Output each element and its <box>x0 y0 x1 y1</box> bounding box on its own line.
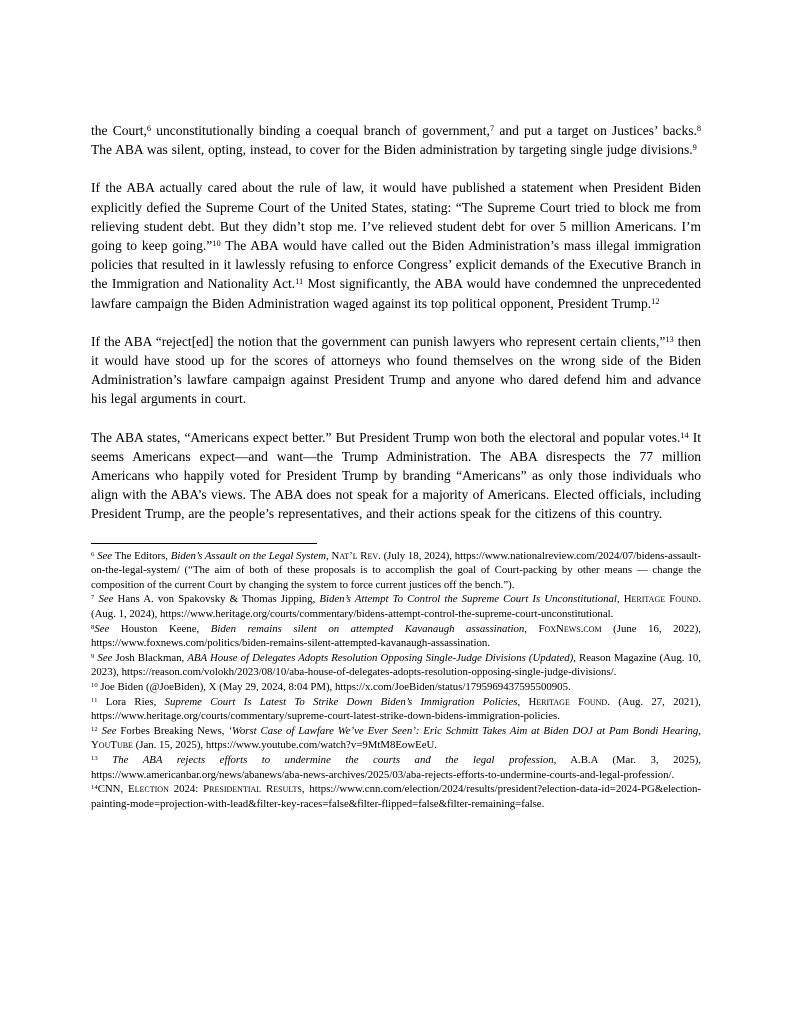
footnote-13: $^{13}$ The ABA rejects efforts to undermine the courts and the legal profession, A.B.A (Mar. 3, 2025), https://www.americanbar.org/news/abanews/aba-news-archives/2025/03/aba-rejects-efforts-to-undermine-courts-and-legal-profession/. <box>91 753 702 781</box>
footnote-separator <box>91 543 317 544</box>
footnote-12: $^{12}$ See Forbes Breaking News, ‘Worst Case of Lawfare We’ve Ever Seen’: Eric Schmitt Takes Aim at Biden DOJ at Pam Bondi Hearing, YouTube (Jan. 15, 2025), https://www.youtube.com/watch?v=9MtM8EowEeU. <box>91 724 701 752</box>
paragraph-punish-lawyers: If the ABA “reject[ed] the notion that the government can punish lawyers who represent certain clients,”$^{13}$ then it would have stood up for the scores of attorneys who found themselves on the wrong side of the Biden Administration’s lawfare campaign against President Trump and anyone who dared defend him and advance his legal arguments in court. <box>91 333 701 407</box>
footnote-11: $^{11}$ Lora Ries, Supreme Court Is Latest To Strike Down Biden’s Immigration Policies, Heritage Found. (Aug. 27, 2021), https://www.heritage.org/courts/commentary/supreme-court-latest-strike-down-bidens-immigration-policies. <box>91 695 702 723</box>
paragraph-americans-expect: The ABA states, “Americans expect better.” But President Trump won both the electoral and popular votes.$^{14}$ It seems Americans expect—and want—the Trump Administration. The ABA disrespects the 77 million Americans who happily voted for President Trump by branding “Americans” as only those individuals who align with the ABA’s views. The ABA does not speak for a majority of Americans. Elected officials, including President Trump, are the people’s representatives, and their actions speak for the citizens of this country. <box>91 429 702 522</box>
footnote-7: $^7$ See Hans A. von Spakovsky & Thomas Jipping, Biden’s Attempt To Control the Supreme Court Is Unconstitutional, Heritage Found. (Aug. 1, 2024), https://www.heritage.org/courts/commentary/bidens-attempt-control-the-supreme-court-unconstitutional. <box>91 593 702 621</box>
footnote-6: $^6$ See The Editors, Biden’s Assault on the Legal System, Nat’l Rev. (July 18, 2024), https://www.nationalreview.com/2024/07/bidens-assault-on-the-legal-system/ (“The aim of both of these proposals is to accomplish the goal of Court-packing by other means — change the composition of the current Court by changing the system to force current justices off the bench.”). <box>91 549 702 591</box>
footnote-10: $^{10}$ Joe Biden (@JoeBiden), X (May 29, 2024, 8:04 PM), https://x.com/JoeBiden/status/1795969437595500905. <box>91 681 571 693</box>
paragraph-court-binding: the Court,$^6$ unconstitutionally binding a coequal branch of government,$^7$ and put a target on Justices’ backs.$^8$ The ABA was silent, opting, instead, to cover for the Biden administration by targeting single judge divisions.$^9$ <box>91 123 702 158</box>
body-section <box>91 121 701 524</box>
footnote-14: $^{14}$CNN, Election 2024: Presidential Results, https://www.cnn.com/election/2024/results/president?election-data-id=2024-PG&election-painting-mode=projection-with-lead&filter-key-races=false&filter-flipped=false&filter-remaining=false. <box>91 783 701 810</box>
footnote-9: $^9$ See Josh Blackman, ABA House of Delegates Adopts Resolution Opposing Single-Judge Divisions (Updated), Reason Magazine (Aug. 10, 2023), https://reason.com/volokh/2023/08/10/aba-house-of-delegates-adopts-resolution-opposing-single-judge-divisions/. <box>91 651 701 679</box>
footnotes-section <box>91 549 701 812</box>
paragraph-rule-of-law: If the ABA actually cared about the rule of law, it would have published a statement when President Biden explicitly defied the Supreme Court of the United States, stating: “The Supreme Court tried to block me from relieving student debt. But they didn’t stop me. I’ve relieved student debt for over 5 million Americans. I’m going to keep going.”$^{10}$ The ABA would have called out the Biden Administration’s mass illegal immigration policies that resulted in it lawlessly refusing to enforce Congress’ explicit demands of the Executive Branch in the Immigration and Nationality Act.$^{11}$ Most significantly, the ABA would have condemned the unprecedented lawfare campaign the Biden Administration waged against its top political opponent, President Trump.$^{12}$ <box>91 180 701 311</box>
footnote-8: $^8$See Houston Keene, Biden remains silent on attempted Kavanaugh assassination, FoxNews.com (June 16, 2022), https://www.foxnews.com/politics/biden-remains-silent-attempted-kavanaugh-assassination. <box>91 622 702 650</box>
